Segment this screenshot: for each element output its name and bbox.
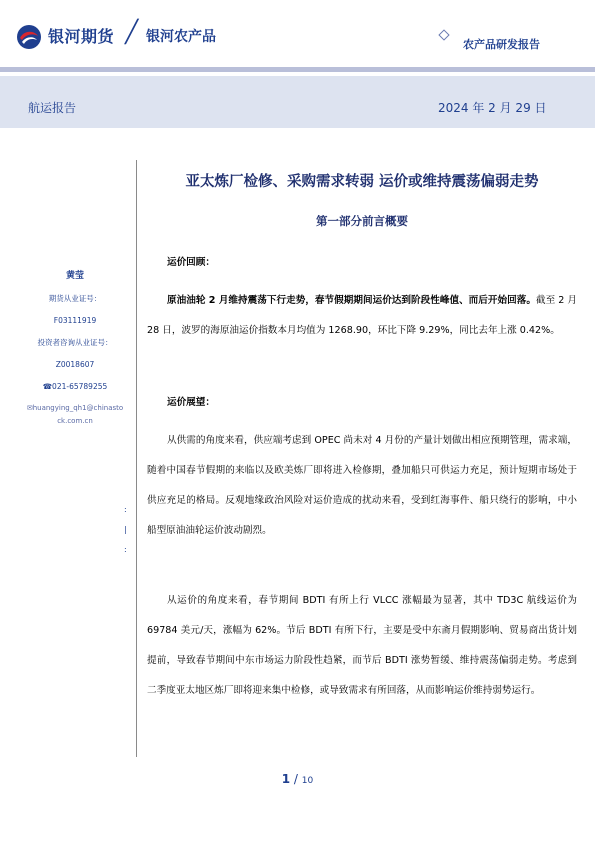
review-paragraph <box>147 286 577 346</box>
report-date: 2024 年 2 月 29 日 <box>438 101 547 115</box>
diamond-icon <box>438 29 449 40</box>
outlook-paragraph-1: 从供需的角度来看，供应端考虑到 OPEC 尚未对 4 月份的产量计划做出相应预期管理，需求端，随着中国春节假期的来临以及欧美炼厂即将进入检修期，叠加船只可供运力充足，预计短期市场处于供应充足的格局。反观地缘政治风险对运价造成的扰动来看，受到红海事件、船只绕行的影响，中小船型原油油轮运价波动剧烈。 <box>147 435 577 536</box>
current-page: 1 <box>281 772 291 786</box>
consult-number: Z0018607 <box>55 360 95 369</box>
outlook-paragraph-2: 从运价的角度来看，春节期间 BDTI 有所上行 VLCC 涨幅最为显著，其中 TD3C 航线运价为 69784 美元/天，涨幅为 62%。节后 BDTI 有所下行，主要是受中东斋月假期影响、贸易商出货计划提前，导致春节期间中东市场运力阶段性趋紧，而节后 BDTI 涨势暂缓、维持震荡偏弱走势。考虑到二季度亚太地区炼厂即将迎来集中检修，或导致需求有所回落，从而影响运价维持弱势运行。 <box>147 595 577 696</box>
section-title: 第一部分前言概要 <box>316 214 408 228</box>
page-separator: / <box>293 772 298 786</box>
report-title: 亚太炼厂检修、采购需求转弱 运价或维持震荡偏弱走势 <box>185 174 539 190</box>
brand-subname: 银河农产品 <box>146 29 216 45</box>
outlook-heading: 运价展望： <box>167 397 215 408</box>
brand-name: 银河期货 <box>48 27 115 46</box>
review-summary: 原油油轮 2 月维持震荡下行走势，春节假期期间运价达到阶段性峰值、而后开始回落。 <box>167 295 536 306</box>
consult-label: 投资者咨询从业证号： <box>37 338 113 347</box>
page-number <box>0 772 595 786</box>
report-header <box>0 0 595 72</box>
brand-separator: ╱ <box>125 20 139 45</box>
phone-number: ☎021-65789255 <box>42 382 108 391</box>
report-sector: 航运报告 <box>28 101 77 115</box>
total-pages: 10 <box>301 776 314 786</box>
author-info <box>25 270 125 437</box>
review-detail: 截至 2 月 28 日，波罗的海原油运价指数本月均值为 1268.90，环比下降 9.29%，同比去年上涨 0.42%。 <box>147 295 578 336</box>
report-type: 农产品研发报告 <box>463 38 540 51</box>
side-marks: : | : <box>124 505 127 554</box>
author-name: 黄莹 <box>65 271 84 281</box>
license-number: F03111919 <box>53 316 97 325</box>
email-link[interactable]: ✉huangying_qh1@chinastock.com.cn <box>26 404 124 425</box>
galaxy-logo-icon <box>16 24 42 50</box>
license-label: 期货从业证号： <box>48 294 102 303</box>
review-heading: 运价回顾： <box>167 257 215 268</box>
column-divider <box>136 160 137 757</box>
